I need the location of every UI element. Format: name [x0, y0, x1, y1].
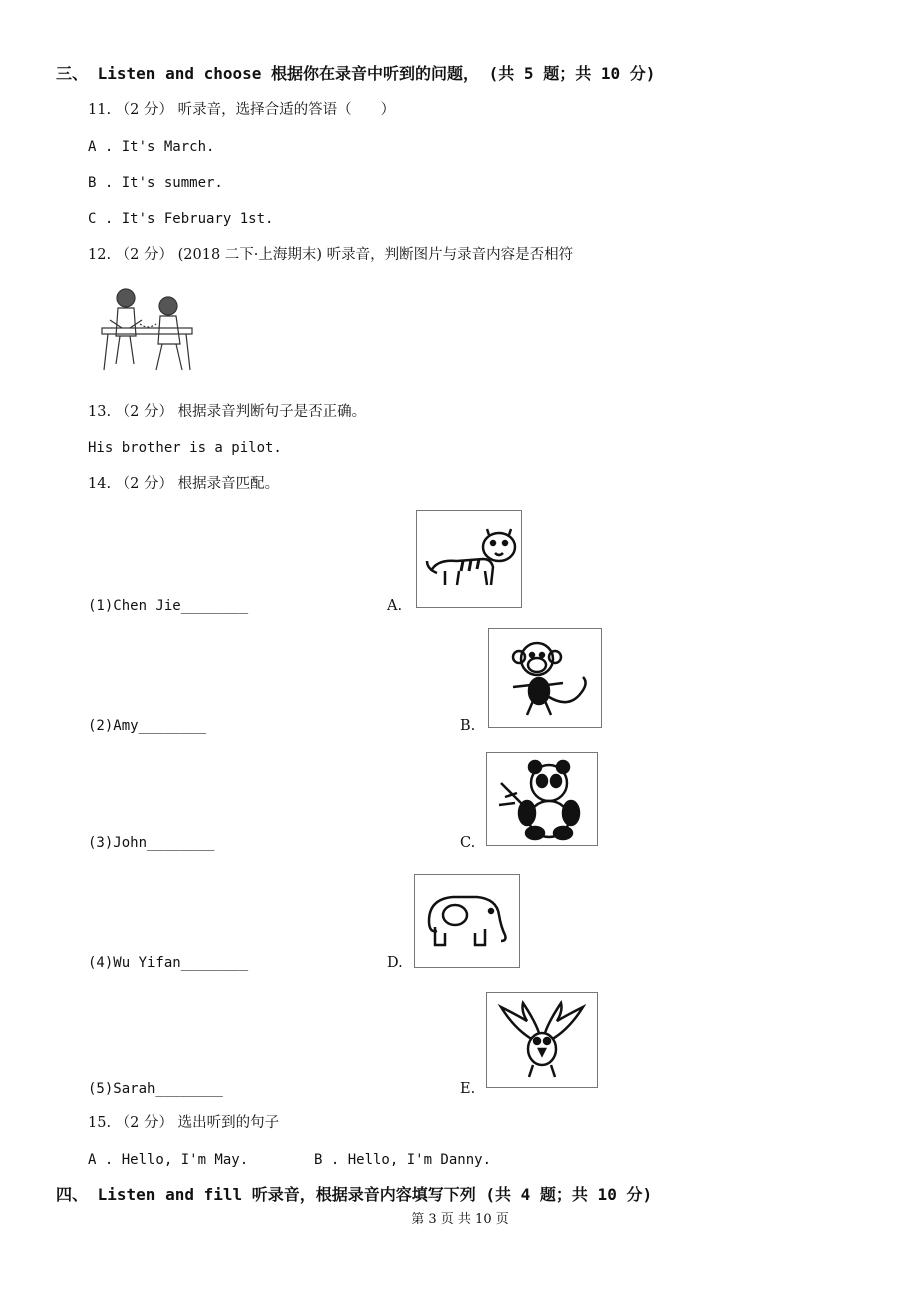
match-name-2: (2)Amy________ [88, 718, 207, 734]
question-15-stem: 15. （2 分） 选出听到的句子 [88, 1115, 280, 1131]
match-name-4: (4)Wu Yifan________ [88, 955, 249, 971]
elephant-icon [414, 874, 520, 968]
page-number-footer: 第 3 页 共 10 页 [411, 1212, 509, 1227]
match-letter-d: D. [387, 955, 403, 971]
tiger-icon [416, 510, 522, 608]
monkey-icon [488, 628, 602, 728]
question-13-sentence: His brother is a pilot. [88, 440, 282, 456]
match-name-1: (1)Chen Jie________ [88, 598, 249, 614]
match-name-5: (5)Sarah________ [88, 1081, 223, 1097]
children-sketch-image [96, 284, 200, 376]
question-11-stem: 11. （2 分） 听录音，选择合适的答语（ ） [88, 102, 396, 118]
question-15-option-b: B . Hello, I'm Danny. [314, 1152, 492, 1168]
question-11-option-b: B . It's summer. [88, 175, 223, 191]
match-letter-e: E. [460, 1081, 476, 1097]
question-14-stem: 14. （2 分） 根据录音匹配。 [88, 476, 280, 492]
question-15-option-a: A . Hello, I'm May. [88, 1152, 249, 1168]
match-letter-c: C. [460, 835, 476, 851]
section-4-heading: 四、 Listen and fill 听录音，根据录音内容填写下列 (共 4 题；共 10 分) [56, 1185, 653, 1204]
match-name-3: (3)John________ [88, 835, 215, 851]
question-12-stem: 12. （2 分） (2018 二下·上海期末) 听录音，判断图片与录音内容是否相符 [88, 247, 574, 263]
match-letter-b: B. [460, 718, 476, 734]
question-13-stem: 13. （2 分） 根据录音判断句子是否正确。 [88, 404, 367, 420]
question-11-option-c: C . It's February 1st. [88, 211, 274, 227]
panda-icon [486, 752, 598, 846]
match-letter-a: A. [387, 598, 403, 614]
question-11-option-a: A . It's March. [88, 139, 215, 155]
section-3-heading: 三、 Listen and choose 根据你在录音中听到的问题， (共 5 题；共 10 分) [56, 64, 656, 83]
bird-icon [486, 992, 598, 1088]
